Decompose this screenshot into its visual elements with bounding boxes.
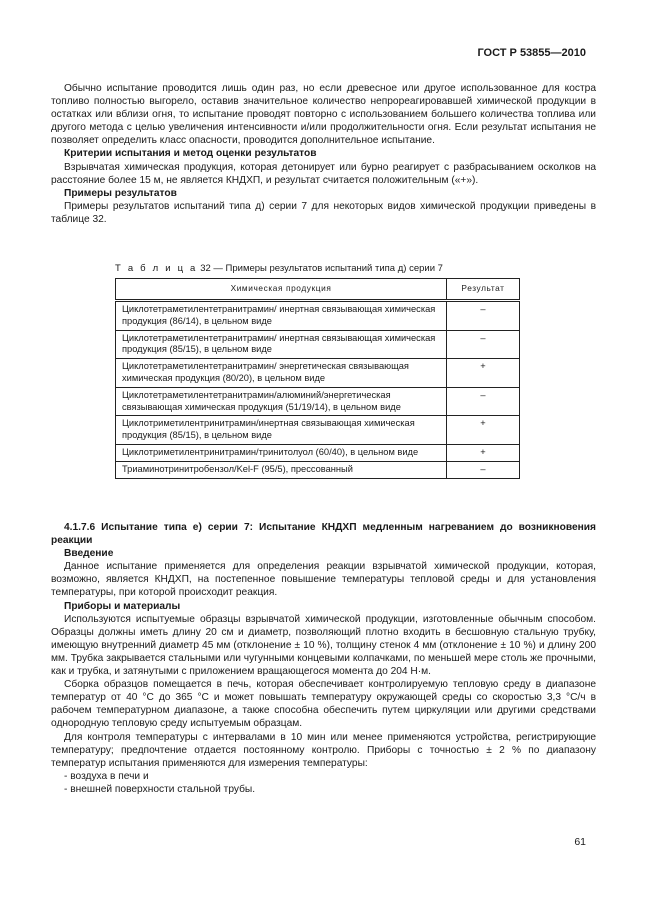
- result-cell: +: [447, 416, 520, 445]
- list-item: - воздуха в печи и: [64, 770, 149, 782]
- result-cell: +: [447, 359, 520, 388]
- product-cell: Циклотетраметилентетранитрамин/ инертная связывающая химическая продукция (86/14), в цельном виде: [116, 301, 447, 331]
- table-row: [116, 444, 520, 461]
- equipment-paragraph-2: Сборка образцов помещается в печь, которая обеспечивает контролируемую тепловую среду в диапазоне температур от 40 °С до 365 °С и может повышать температуру окружающей среды со скоростью 3,3 °С/ч в рабочем температурном диапазоне, а также способна обеспечить путем циркуляции или другими средствами однородную тепловую среду испытуемым образцам.: [51, 679, 596, 730]
- heading-introduction: Введение: [64, 548, 114, 560]
- product-cell: Циклотетраметилентетранитрамин/алюминий/энергетическая связывающая химическая продукция (51/19/14), в цельном виде: [116, 387, 447, 416]
- equipment-paragraph-3: Для контроля температуры с интервалами в 10 мин или менее применяются устройства, регистрирующие температуру; предпочтение отдается постоянному контролю. Приборы с точностью ± 2 % по диапазону температур испытания применяются для измерения температуры:: [51, 731, 596, 769]
- result-cell: –: [447, 387, 520, 416]
- intro-paragraph-3: Примеры результатов испытаний типа д) серии 7 для некоторых видов химической продукции приведены в таблице 32.: [51, 200, 596, 225]
- column-header-result: Результат: [447, 279, 520, 301]
- equipment-paragraph-1: Используются испытуемые образцы взрывчатой химической продукции, изготовленные обычным способом. Образцы должны иметь длину 20 см и диаметр, позволяющий плотно входить в бесшовную стальную трубку, имеющую внутренний диаметр 45 мм (отклонение ± 10 %), толщину стенок 4 мм (отклонение ± 10 %) и длину 200 мм. Трубка закрывается стальными или чугунными концевыми колпачками, по меньшей мере столь же прочными, как и трубка, и затянутыми с приложением вращающегося момента до 204 Н·м.: [51, 613, 596, 678]
- result-cell: +: [447, 444, 520, 461]
- result-cell: –: [447, 330, 520, 359]
- introduction-paragraph: Данное испытание применяется для определения реакции взрывчатой химической продукции, которая, возможно, является КНДХП, на постепенное повышение температуры тепловой среды и для установления температуры, при которой происходит реакция.: [51, 561, 596, 599]
- table-row: [116, 387, 520, 416]
- table-row: [116, 461, 520, 478]
- intro-block: [51, 82, 596, 226]
- table-row: [116, 330, 520, 359]
- product-cell: Триаминотринитробензол/Kel-F (95/5), прессованный: [116, 461, 447, 478]
- table-row: [116, 359, 520, 388]
- product-cell: Циклотетраметилентетранитрамин/ энергетическая связывающая химическая продукция (80/20), в цельном виде: [116, 359, 447, 388]
- table-caption-text: 32 — Примеры результатов испытаний типа д) серии 7: [200, 263, 443, 274]
- product-cell: Циклотетраметилентетранитрамин/ инертная связывающая химическая продукция (85/15), в цельном виде: [116, 330, 447, 359]
- list-item: - внешней поверхности стальной трубы.: [64, 783, 256, 795]
- product-cell: Циклотриметилентринитрамин/тринитолуол (60/40), в цельном виде: [116, 444, 447, 461]
- column-header-product: Химическая продукция: [116, 279, 447, 301]
- measurement-list: [51, 770, 596, 796]
- section-title: 4.1.7.6 Испытание типа е) серии 7: Испытание КНДХП медленным нагреванием до возникновения реакции: [51, 522, 596, 547]
- page-number: 61: [574, 836, 586, 848]
- heading-examples: Примеры результатов: [64, 187, 177, 199]
- table-row: [116, 301, 520, 331]
- table-header-row: [116, 279, 520, 301]
- intro-paragraph-2: Взрывчатая химическая продукция, которая детонирует или бурно реагирует с разбрасыванием осколков на расстояние более 15 м, не является КНДХП, и результат считается положительным («+»).: [51, 161, 596, 186]
- result-cell: –: [447, 461, 520, 478]
- table-caption-prefix: Т а б л и ц а: [115, 263, 198, 274]
- heading-criteria: Критерии испытания и метод оценки результатов: [64, 148, 317, 160]
- result-cell: –: [447, 301, 520, 331]
- intro-paragraph-1: Обычно испытание проводится лишь один раз, но если древесное или другое использованное для костра топливо полностью выгорело, оставив значительное количество непрореагировавшей химической продукции в остатках или вблизи огня, то испытание проводят повторно с использованием большего количества топлива или другого метода с целью увеличения интенсивности и/или продолжительности огня. Если результат испытания не позволяет определить класс опасности, проводится дополнительное испытание.: [51, 83, 596, 147]
- heading-equipment: Приборы и материалы: [64, 600, 181, 612]
- product-cell: Циклотриметилентринитрамин/инертная связывающая химическая продукция (85/15), в цельном виде: [116, 416, 447, 445]
- section-block: [51, 521, 596, 796]
- table-row: [116, 416, 520, 445]
- document-id: ГОСТ Р 53855—2010: [477, 47, 586, 59]
- table-caption: [115, 263, 443, 274]
- results-table: [115, 278, 520, 479]
